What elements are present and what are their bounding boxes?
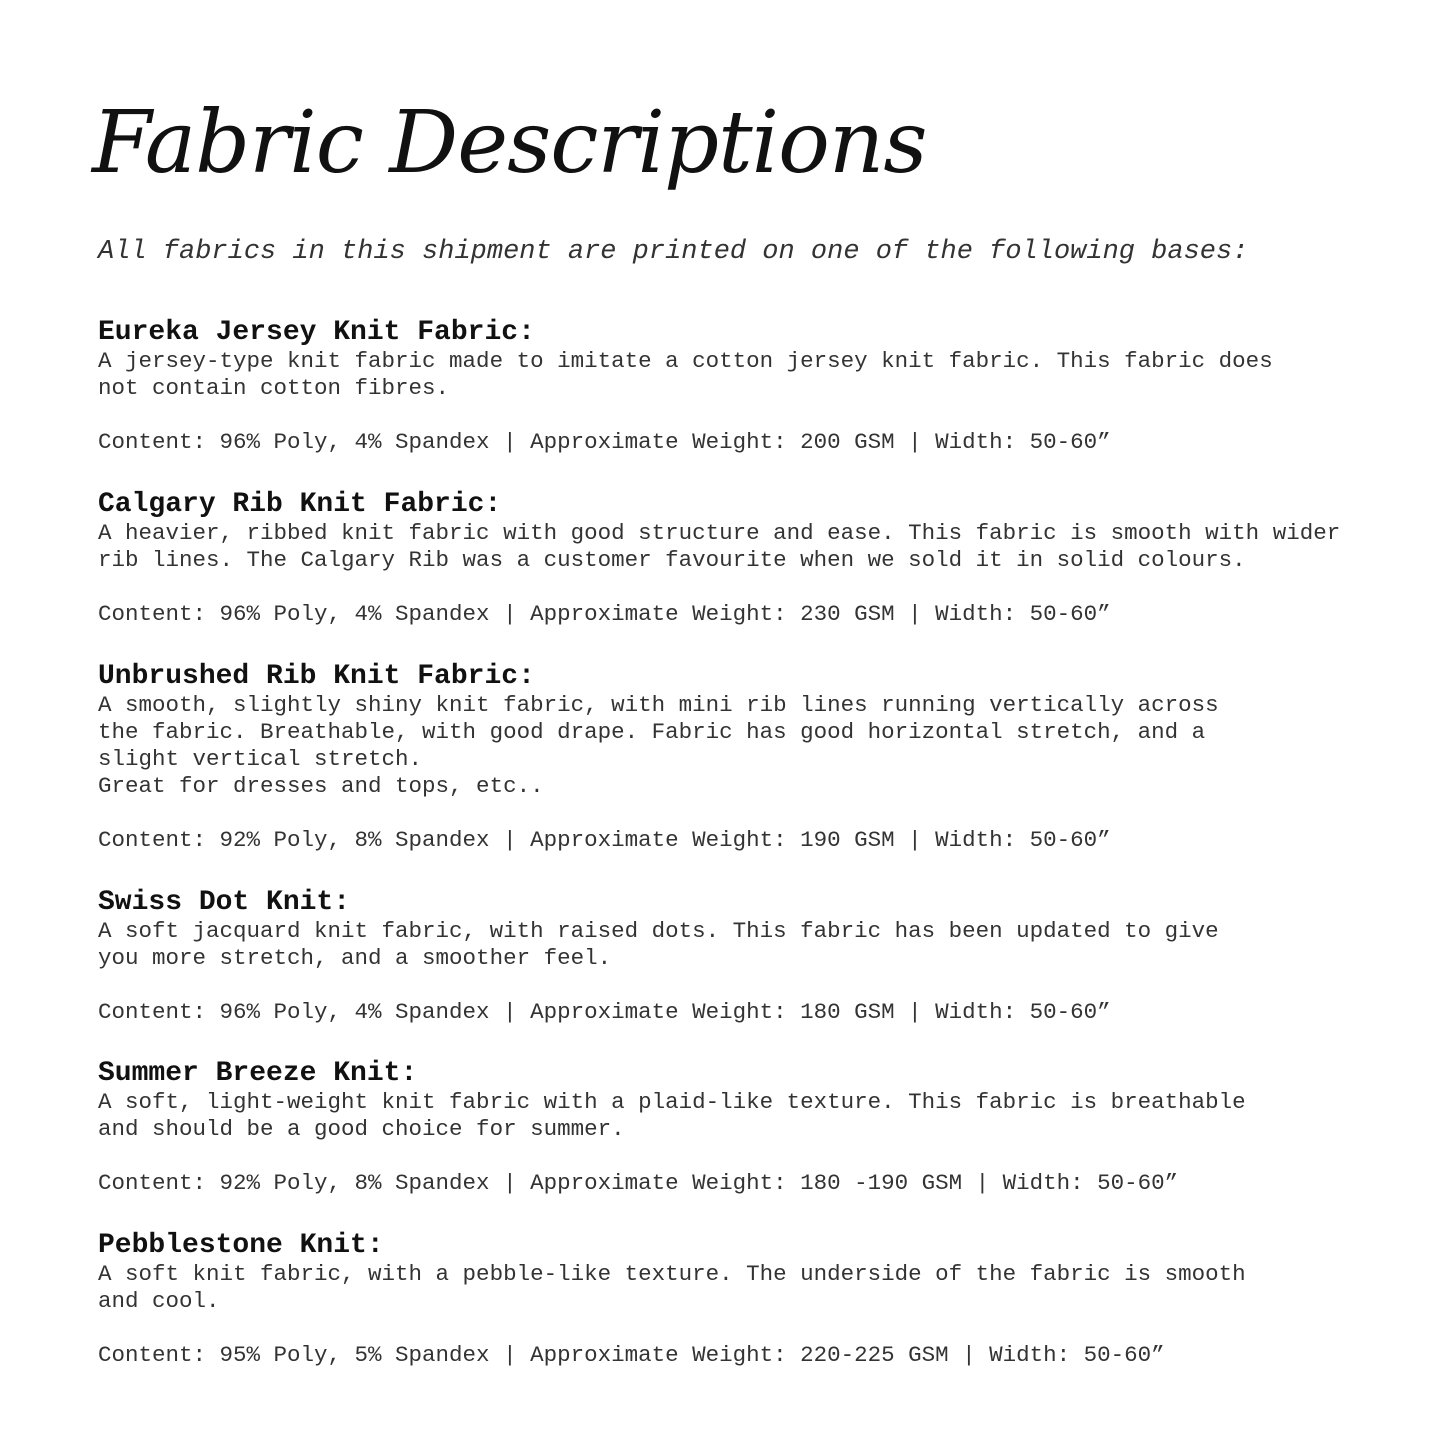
fabric-section-swiss-dot xyxy=(98,888,1398,1026)
fabric-name: Calgary Rib Knit Fabric: xyxy=(98,489,502,520)
fabric-specs: Content: 96% Poly, 4% Spandex | Approximate Weight: 180 GSM | Width: 50-60” xyxy=(98,999,1111,1025)
fabric-description: A soft jacquard knit fabric, with raised dots. This fabric has been updated to give you more stretch, and a smoother feel. xyxy=(98,918,1219,971)
page-title: Fabric Descriptions xyxy=(92,93,927,193)
fabric-section-unbrushed-rib xyxy=(98,662,1398,854)
intro-text: All fabrics in this shipment are printed on one of the following bases: xyxy=(98,237,1249,267)
fabric-specs: Content: 96% Poly, 4% Spandex | Approximate Weight: 200 GSM | Width: 50-60” xyxy=(98,429,1111,455)
fabric-section-calgary-rib xyxy=(98,490,1398,628)
fabric-description: A heavier, ribbed knit fabric with good structure and ease. This fabric is smooth with wider rib lines. The Calgary Rib was a customer favourite when we sold it in solid colours. xyxy=(98,520,1341,573)
fabric-name: Eureka Jersey Knit Fabric: xyxy=(98,317,535,348)
fabric-description: A soft knit fabric, with a pebble-like texture. The underside of the fabric is smooth and cool. xyxy=(98,1261,1246,1314)
fabric-name: Summer Breeze Knit: xyxy=(98,1058,418,1089)
fabric-section-pebblestone xyxy=(98,1231,1398,1369)
fabric-description: A smooth, slightly shiny knit fabric, with mini rib lines running vertically across the fabric. Breathable, with good drape. Fabric has good horizontal stretch, and a slight vertical stretch. Great for dresses and tops, etc.. xyxy=(98,692,1219,799)
fabric-specs: Content: 92% Poly, 8% Spandex | Approximate Weight: 180 -190 GSM | Width: 50-60” xyxy=(98,1170,1179,1196)
fabric-specs: Content: 96% Poly, 4% Spandex | Approximate Weight: 230 GSM | Width: 50-60” xyxy=(98,601,1111,627)
fabric-specs: Content: 95% Poly, 5% Spandex | Approximate Weight: 220-225 GSM | Width: 50-60” xyxy=(98,1342,1165,1368)
fabric-name: Pebblestone Knit: xyxy=(98,1230,384,1261)
fabric-description: A soft, light-weight knit fabric with a plaid-like texture. This fabric is breathable and should be a good choice for summer. xyxy=(98,1089,1246,1142)
fabric-specs: Content: 92% Poly, 8% Spandex | Approximate Weight: 190 GSM | Width: 50-60” xyxy=(98,827,1111,853)
fabric-name: Swiss Dot Knit: xyxy=(98,887,351,918)
fabric-description: A jersey-type knit fabric made to imitate a cotton jersey knit fabric. This fabric does not contain cotton fibres. xyxy=(98,348,1273,401)
fabric-section-summer-breeze xyxy=(98,1059,1398,1197)
fabric-name: Unbrushed Rib Knit Fabric: xyxy=(98,661,535,692)
fabric-section-eureka-jersey xyxy=(98,318,1398,456)
